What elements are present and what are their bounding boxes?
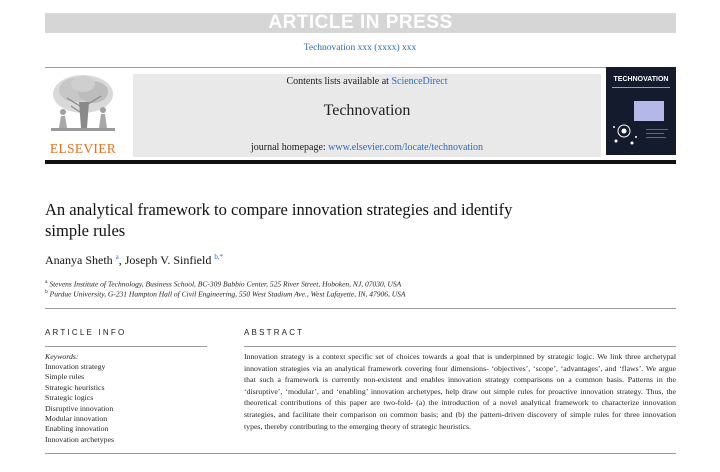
elsevier-tree-icon [45,72,121,138]
affiliation-mark: a [45,279,48,285]
keyword: Strategic logics [45,393,94,403]
journal-masthead [133,74,601,157]
info-divider [45,308,676,309]
affiliation-text: Purdue University, G-231 Hampton Hall of Civil Engineering, 550 West Stadium Ave., West Lafayette, IN, 47906, USA [49,289,406,299]
contents-prefix: Contents lists available at [286,76,392,87]
affiliation-a [45,279,401,289]
author-name[interactable]: Joseph V. Sinfield [124,253,212,267]
journal-cover-image[interactable] [606,67,676,155]
keyword: Enabling innovation [45,424,109,434]
keywords-label: Keywords: [45,352,79,361]
author-name[interactable]: Ananya Sheth [45,253,113,267]
keyword: Innovation strategy [45,362,106,371]
sciencedirect-link[interactable]: ScienceDirect [391,76,448,87]
keywords-list [45,362,114,445]
cover-title: TECHNOVATION [613,76,669,83]
article-title-line-2: simple rules [45,221,126,240]
bottom-divider [45,453,676,454]
journal-title: Technovation [323,102,411,119]
affiliation-text: Stevens Institute of Technology, Business School, BC-309 Babbio Center, 525 River Street, Hoboken, NJ, 07030, USA [49,279,402,289]
journal-homepage-link[interactable]: www.elsevier.com/locate/technovation [328,142,484,153]
cover-art-icon [606,67,676,155]
elsevier-logo[interactable] [45,72,121,156]
keyword: Modular innovation [45,414,108,424]
abstract-body: Innovation strategy is a context specific set of choices towards a goal that is underpinned by strategic logic. We link three archetypal innovation strategies via an analytical framework covering four dimensions- ‘objectives’, ‘scope’, ‘advantages’, and ‘flaws’. We argue that such a framework is currently non-existent and enables innovation strategy comparisons on a common basis. Patterns in the ‘disruptive’, ‘modular’, and ‘enabling’ innovation archetypes, help draw out simple rules for proactive innovation strategy. Thus, the theoretical contributions of this paper are two-fold- (a) the introduction of a novel analytical framework to characterize innovation strategies, and facilitate their comparison on common basis; and (b) the pattern-driven discovery of simple rules for three innovation types, thereby contributing to the emerging theory of strategic heuristics. [244,352,676,431]
elsevier-wordmark: ELSEVIER [49,141,117,156]
author-list [45,253,223,268]
journal-reference-link[interactable]: Technovation xxx (xxxx) xxx [303,43,417,53]
keyword: Simple rules [45,372,85,382]
contents-line [133,76,601,87]
top-divider [45,67,676,68]
keyword: Disruptive innovation [45,403,114,413]
article-info-rule [45,346,207,347]
article-title [45,199,605,241]
abstract-heading: ABSTRACT [244,328,305,337]
author-affiliation-mark[interactable]: b,* [214,253,224,261]
affiliation-b [45,289,406,299]
homepage-line [133,142,601,153]
masthead-divider [45,160,676,164]
author-affiliation-mark[interactable]: a [115,253,119,261]
article-info-heading: ARTICLE INFO [45,328,127,337]
homepage-prefix: journal homepage: [250,142,329,153]
keyword: Innovation archetypes [45,434,115,444]
author-separator: , [118,253,125,267]
abstract-rule [244,346,676,347]
keyword: Strategic heuristics [45,382,105,392]
article-title-line-1: An analytical framework to compare innovation strategies and identify [45,200,513,219]
article-in-press-banner: ARTICLE IN PRESS [45,13,676,33]
affiliation-mark: b [45,289,48,295]
